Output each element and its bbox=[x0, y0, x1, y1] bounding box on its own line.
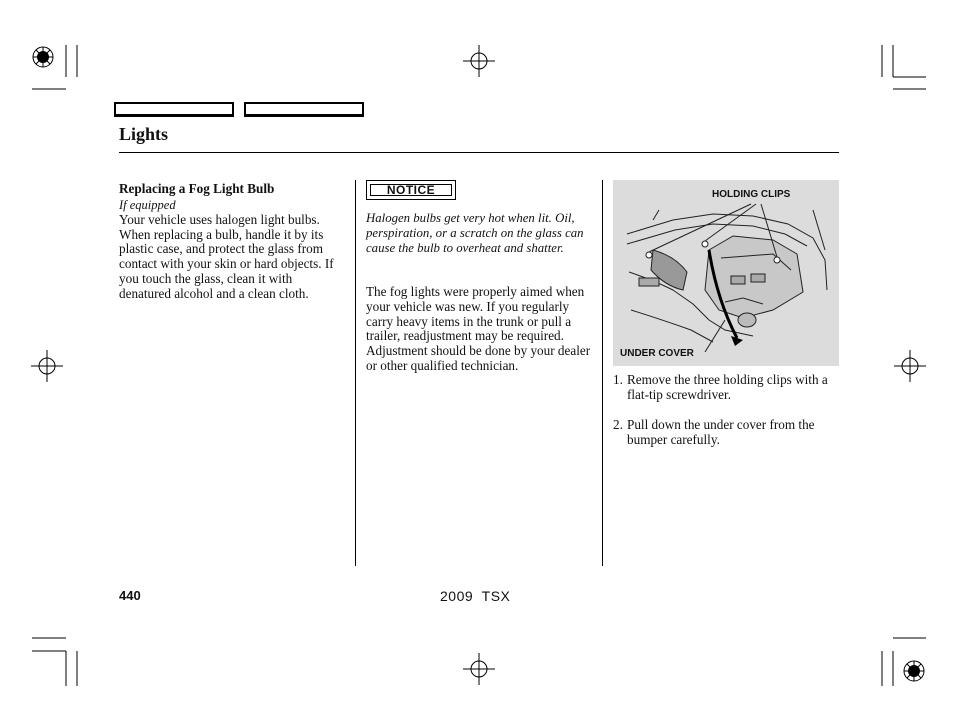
notice-text: Halogen bulbs get very hot when lit. Oil, perspiration, or a scratch on the glass can cause the bulb to overheat and shatter. bbox=[366, 211, 584, 255]
starburst-target-tl bbox=[33, 47, 53, 67]
body-text: Your vehicle uses halogen light bulbs. When replacing a bulb, handle it by its plastic case, and protect the glass from contact with your skin or hard objects. If you touch the glass, clean it with denatured alcohol and a clean cloth. bbox=[119, 211, 334, 301]
step-1 bbox=[613, 373, 839, 403]
under-cover-label: UNDER COVER bbox=[620, 348, 694, 359]
section-subheading: If equipped bbox=[119, 198, 176, 212]
page-number: 440 bbox=[119, 588, 141, 603]
step-2 bbox=[613, 418, 839, 448]
body-text-2: The fog lights were properly aimed when your vehicle was new. If you regularly carry heavy items in the trunk or pull a trailer, readjustment may be required. Adjustment should be done by your dealer or other qualified technician. bbox=[366, 284, 591, 373]
column-divider-1 bbox=[355, 180, 356, 566]
notice-label: NOTICE bbox=[370, 184, 452, 196]
column-1 bbox=[119, 181, 347, 302]
column-divider-2 bbox=[602, 180, 603, 566]
step-number: 1. bbox=[613, 372, 623, 387]
header-tab-2 bbox=[244, 102, 364, 117]
title-divider bbox=[119, 152, 839, 153]
starburst-target-br bbox=[904, 661, 924, 681]
step-text: Pull down the under cover from the bumper carefully. bbox=[627, 417, 815, 447]
under-cover-figure bbox=[613, 180, 839, 366]
section-title: Lights bbox=[119, 124, 169, 144]
section-heading: Replacing a Fog Light Bulb bbox=[119, 181, 275, 196]
header-tab-1 bbox=[114, 102, 234, 117]
notice-badge bbox=[366, 180, 456, 200]
step-text: Remove the three holding clips with a flat-tip screwdriver. bbox=[627, 372, 828, 402]
bumper-illustration bbox=[613, 180, 839, 366]
holding-clips-label: HOLDING CLIPS bbox=[712, 189, 791, 200]
step-number: 2. bbox=[613, 417, 623, 432]
model-label: 2009 TSX bbox=[440, 588, 511, 604]
